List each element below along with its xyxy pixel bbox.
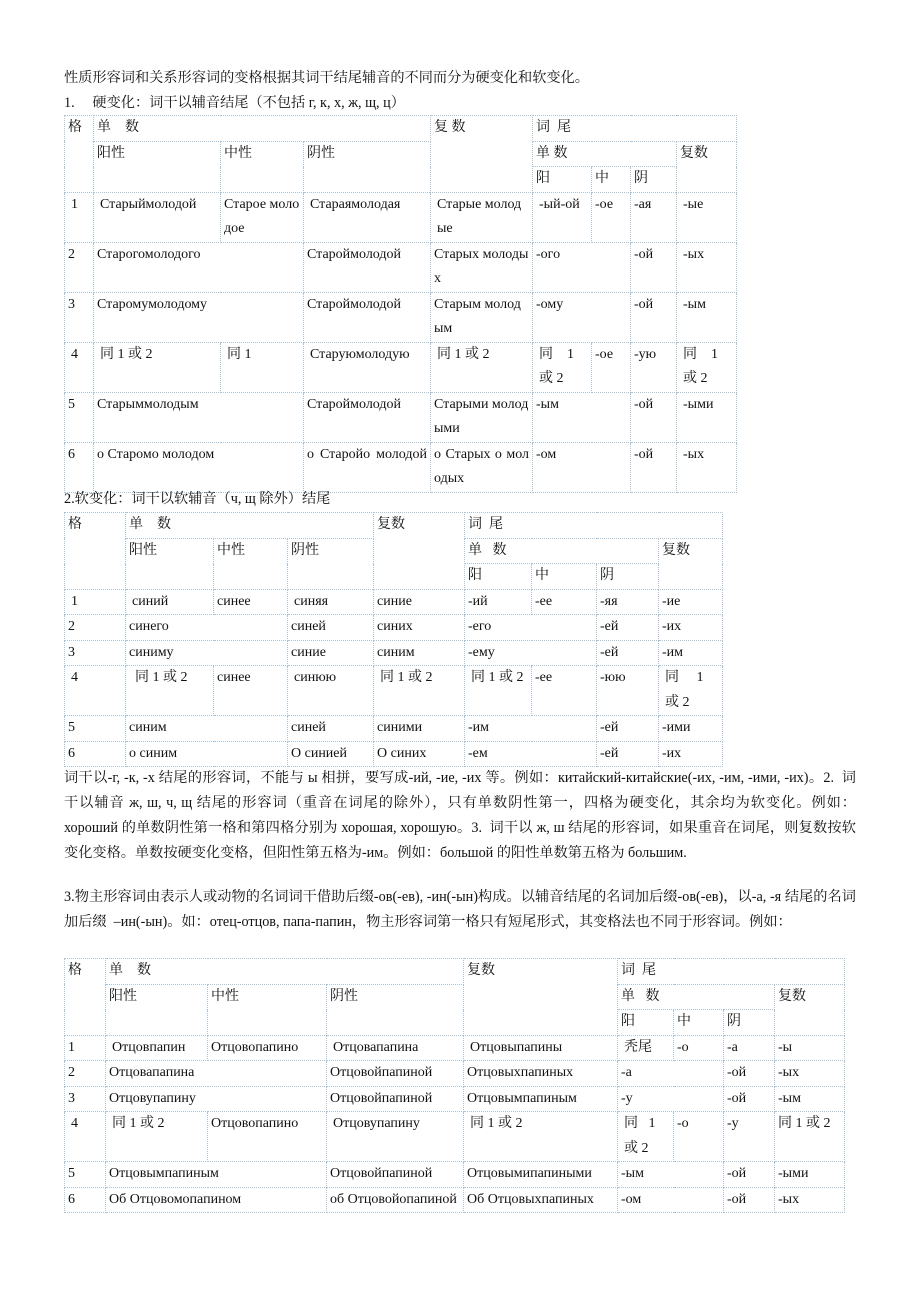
case-number: 3 (65, 292, 94, 342)
ending-plural: -ыми (677, 392, 737, 442)
masc-form: синий (126, 589, 214, 615)
ending-fem: -ей (597, 716, 659, 742)
header-fem: 阴性 (288, 538, 374, 589)
table-row (65, 666, 723, 716)
fem-form: Староймолодой (304, 242, 431, 292)
ending-masc-neut: -ем (465, 741, 597, 767)
fem-form: О синией (288, 741, 374, 767)
header-endings-singular: 单 数 (465, 538, 659, 564)
header-masc: 阳性 (94, 141, 221, 192)
plural-form: О синих (374, 741, 465, 767)
header-singular: 单 数 (106, 959, 464, 985)
fem-form: Отцовойпапиной (327, 1086, 464, 1112)
plural-form: синим (374, 640, 465, 666)
table-row (65, 1187, 845, 1213)
neut-form: Отцовопапино (208, 1035, 327, 1061)
masc-neut-form: Отцовапапина (106, 1061, 327, 1087)
case-number: 6 (65, 442, 94, 492)
table-row (65, 1035, 845, 1061)
table-row (65, 292, 737, 342)
ending-plural: -ые (677, 192, 737, 242)
table-row (65, 741, 723, 767)
ending-neut: -о (674, 1035, 724, 1061)
table-row (65, 392, 737, 442)
ending-masc-neut: -ому (533, 292, 631, 342)
fem-form: о Старойо молодой (304, 442, 431, 492)
ending-masc: -ий (465, 589, 532, 615)
hard-declension-table (64, 115, 737, 493)
plural-form: 同 1 或 2 (464, 1112, 618, 1162)
ending-plural: -ыми (775, 1162, 845, 1188)
fem-form: синяя (288, 589, 374, 615)
header-fem: 阴性 (327, 984, 464, 1035)
header-endings-plural: 复数 (677, 141, 737, 192)
plural-form: синих (374, 615, 465, 641)
masc-neut-form: Об Отцовомопапином (106, 1187, 327, 1213)
ending-masc: -ый-ой (533, 192, 592, 242)
soft-declension-table (64, 512, 723, 767)
header-endings-singular: 单 数 (618, 984, 775, 1010)
ending-masc: 秃尾 (618, 1035, 674, 1061)
table-row (65, 716, 723, 742)
notes-paragraph: 词干以-г, -к, -х 结尾的形容词，不能与 ы 相拼，要写成-ий, -ие, -их 等。例如：китайский-китайские(-их, -им, -ими, -их)。2. 词干以辅音 ж, ш, ч, щ 结尾的形容词（重音在词尾的除外），只有单数阴性第一，四格为硬变化，其余均为软变化。例如：хороший 的单数阴性第一格和第四格分别为 хорошая, хорошую。3. 词干以 ж, ш 结尾的形容词，如果重音在词尾，则复数按软变化变格。单数按硬变化变格，但阳性第五格为-им。例如：большой 的阳性单数第五格为 большим. (64, 770, 856, 861)
ending-fem: -ой (724, 1187, 775, 1213)
ending-fem: -ой (724, 1086, 775, 1112)
header-endings: 词 尾 (533, 116, 737, 142)
ending-fem: -ой (631, 242, 677, 292)
fem-form: синей (288, 615, 374, 641)
fem-form: Отцовапапина (327, 1035, 464, 1061)
header-neut: 中性 (208, 984, 327, 1035)
header-n: 中 (592, 167, 631, 193)
ending-fem: -ой (724, 1162, 775, 1188)
fem-form: Отцовойпапиной (327, 1061, 464, 1087)
neut-form: синее (214, 589, 288, 615)
case-number: 1 (65, 1035, 106, 1061)
ending-plural: -ие (659, 589, 723, 615)
plural-form: синие (374, 589, 465, 615)
header-neut: 中性 (214, 538, 288, 589)
header-n: 中 (532, 564, 597, 590)
case-number: 2 (65, 615, 126, 641)
ending-fem: -ей (597, 741, 659, 767)
ending-masc-neut: -у (618, 1086, 724, 1112)
ending-masc: 同 1 或 2 (533, 342, 592, 392)
ending-plural: -их (659, 741, 723, 767)
case-number: 5 (65, 1162, 106, 1188)
ending-plural: 同 1 或 2 (775, 1112, 845, 1162)
case-number: 1 (65, 192, 94, 242)
ending-fem: -ей (597, 615, 659, 641)
ending-plural: -ы (775, 1035, 845, 1061)
masc-form: 同 1 或 2 (126, 666, 214, 716)
header-endings-plural: 复数 (775, 984, 845, 1035)
header-masc: 阳性 (106, 984, 208, 1035)
header-n: 中 (674, 1010, 724, 1036)
plural-form: Отцовыпапины (464, 1035, 618, 1061)
case-number: 6 (65, 1187, 106, 1213)
header-f: 阴 (631, 167, 677, 193)
section-3-paragraph: 3.物主形容词由表示人或动物的名词词干借助后缀-ов(-ев), -ин(-ын)构成。以辅音结尾的名词加后缀-ов(-ев)，以-а, -я 结尾的名词加后缀 –ин(-ын)。如：отец-отцов, папа-папин，物主形容词第一格只有短尾形式，其变格法也不同于形容词。例如： (64, 889, 856, 930)
table-row (65, 1162, 845, 1188)
ending-plural: 同 1 或 2 (677, 342, 737, 392)
ending-masc: 同 1 或 2 (618, 1112, 674, 1162)
header-plural: 复数 (374, 513, 465, 590)
fem-form: Старуюмолодую (304, 342, 431, 392)
plural-form: синими (374, 716, 465, 742)
header-fem: 阴性 (304, 141, 431, 192)
header-neut: 中性 (221, 141, 304, 192)
masc-form: 同 1 或 2 (106, 1112, 208, 1162)
masc-neut-form: синиму (126, 640, 288, 666)
ending-plural: -ых (677, 442, 737, 492)
ending-fem: -у (724, 1112, 775, 1162)
table-row (65, 1061, 845, 1087)
plural-form: 同 1 或 2 (431, 342, 533, 392)
fem-form: Отцовупапину (327, 1112, 464, 1162)
plural-form: Отцовымипапиными (464, 1162, 618, 1188)
ending-masc-neut: -им (465, 716, 597, 742)
ending-masc-neut: -ым (618, 1162, 724, 1188)
case-number: 5 (65, 392, 94, 442)
header-case: 格 (65, 116, 94, 193)
fem-form: синюю (288, 666, 374, 716)
section-2-title: 2.软变化：词干以软辅音（ч, щ 除外）结尾 (64, 491, 331, 507)
case-number: 6 (65, 741, 126, 767)
table-row (65, 589, 723, 615)
masc-neut-form: Старомумолодому (94, 292, 304, 342)
header-plural: 复 数 (431, 116, 533, 193)
ending-neut: -ое (592, 192, 631, 242)
header-plural: 复数 (464, 959, 618, 1036)
fem-form: Отцовойпапиной (327, 1162, 464, 1188)
masc-form: 同 1 或 2 (94, 342, 221, 392)
ending-plural: -ых (775, 1187, 845, 1213)
intro-paragraph: 性质形容词和关系形容词的变格根据其词干结尾辅音的不同而分为硬变化和软变化。 (64, 70, 589, 86)
header-case: 格 (65, 513, 126, 590)
table-row (65, 192, 737, 242)
header-endings-singular: 单 数 (533, 141, 677, 167)
ending-plural: -ых (677, 242, 737, 292)
case-number: 4 (65, 666, 126, 716)
masc-neut-form: Отцовупапину (106, 1086, 327, 1112)
masc-neut-form: Отцовымпапиным (106, 1162, 327, 1188)
case-number: 1 (65, 589, 126, 615)
neut-form: Отцовопапино (208, 1112, 327, 1162)
ending-fem: -ой (631, 292, 677, 342)
ending-fem: -а (724, 1035, 775, 1061)
table-row (65, 615, 723, 641)
header-singular: 单 数 (126, 513, 374, 539)
ending-masc: 同 1 或 2 (465, 666, 532, 716)
table-row (65, 1086, 845, 1112)
masc-neut-form: Старогомолодого (94, 242, 304, 292)
neut-form: синее (214, 666, 288, 716)
case-number: 2 (65, 1061, 106, 1087)
ending-neut: -ее (532, 589, 597, 615)
ending-plural: -ым (775, 1086, 845, 1112)
plural-form: Старыми молодыми (431, 392, 533, 442)
ending-fem: -ую (631, 342, 677, 392)
header-singular: 单 数 (94, 116, 431, 142)
plural-form: Отцовыхпапиных (464, 1061, 618, 1087)
header-m: 阳 (465, 564, 532, 590)
ending-fem: -ая (631, 192, 677, 242)
masc-form: Отцовпапин (106, 1035, 208, 1061)
ending-masc-neut: -ему (465, 640, 597, 666)
ending-plural: -их (659, 615, 723, 641)
ending-plural: 同 1 或 2 (659, 666, 723, 716)
case-number: 4 (65, 1112, 106, 1162)
ending-fem: -ой (631, 392, 677, 442)
fem-form: Староймолодой (304, 292, 431, 342)
ending-fem: -ой (724, 1061, 775, 1087)
ending-masc-neut: -а (618, 1061, 724, 1087)
ending-plural: -ым (677, 292, 737, 342)
ending-masc-neut: -ом (618, 1187, 724, 1213)
plural-form: Старых молодых (431, 242, 533, 292)
possessive-adjective-table (64, 958, 845, 1213)
header-masc: 阳性 (126, 538, 214, 589)
fem-form: синей (288, 716, 374, 742)
masc-neut-form: синего (126, 615, 288, 641)
table-row (65, 1112, 845, 1162)
case-number: 2 (65, 242, 94, 292)
table-row (65, 342, 737, 392)
masc-neut-form: о синим (126, 741, 288, 767)
ending-neut: -ое (592, 342, 631, 392)
masc-neut-form: о Старомо молодом (94, 442, 304, 492)
ending-fem: -яя (597, 589, 659, 615)
header-case: 格 (65, 959, 106, 1036)
masc-neut-form: синим (126, 716, 288, 742)
fem-form: Староймолодой (304, 392, 431, 442)
ending-plural: -ими (659, 716, 723, 742)
ending-fem: -юю (597, 666, 659, 716)
plural-form: Старым молодым (431, 292, 533, 342)
ending-neut: -о (674, 1112, 724, 1162)
neut-form: Старое молодое (221, 192, 304, 242)
table-row (65, 640, 723, 666)
ending-fem: -ой (631, 442, 677, 492)
ending-neut: -ее (532, 666, 597, 716)
header-m: 阳 (533, 167, 592, 193)
table-row (65, 442, 737, 492)
header-f: 阴 (724, 1010, 775, 1036)
plural-form: Об Отцовыхпапиных (464, 1187, 618, 1213)
ending-plural: -ых (775, 1061, 845, 1087)
ending-masc-neut: -ого (533, 242, 631, 292)
header-endings-plural: 复数 (659, 538, 723, 589)
masc-neut-form: Старыммолодым (94, 392, 304, 442)
fem-form: об Отцовойопапиной (327, 1187, 464, 1213)
ending-fem: -ей (597, 640, 659, 666)
masc-form: Старыймолодой (94, 192, 221, 242)
case-number: 3 (65, 1086, 106, 1112)
plural-form: о Старых о молодых (431, 442, 533, 492)
header-endings: 词 尾 (465, 513, 723, 539)
plural-form: Отцовымпапиным (464, 1086, 618, 1112)
case-number: 4 (65, 342, 94, 392)
ending-plural: -им (659, 640, 723, 666)
case-number: 5 (65, 716, 126, 742)
header-f: 阴 (597, 564, 659, 590)
fem-form: Стараямолодая (304, 192, 431, 242)
ending-masc-neut: -его (465, 615, 597, 641)
fem-form: синие (288, 640, 374, 666)
plural-form: Старые молодые (431, 192, 533, 242)
ending-masc-neut: -ом (533, 442, 631, 492)
header-endings: 词 尾 (618, 959, 845, 985)
case-number: 3 (65, 640, 126, 666)
header-m: 阳 (618, 1010, 674, 1036)
plural-form: 同 1 或 2 (374, 666, 465, 716)
table-row (65, 242, 737, 292)
ending-masc-neut: -ым (533, 392, 631, 442)
neut-form: 同 1 (221, 342, 304, 392)
section-1-title: 1. 硬变化：词干以辅音结尾（不包括 г, к, х, ж, щ, ц） (64, 95, 405, 111)
